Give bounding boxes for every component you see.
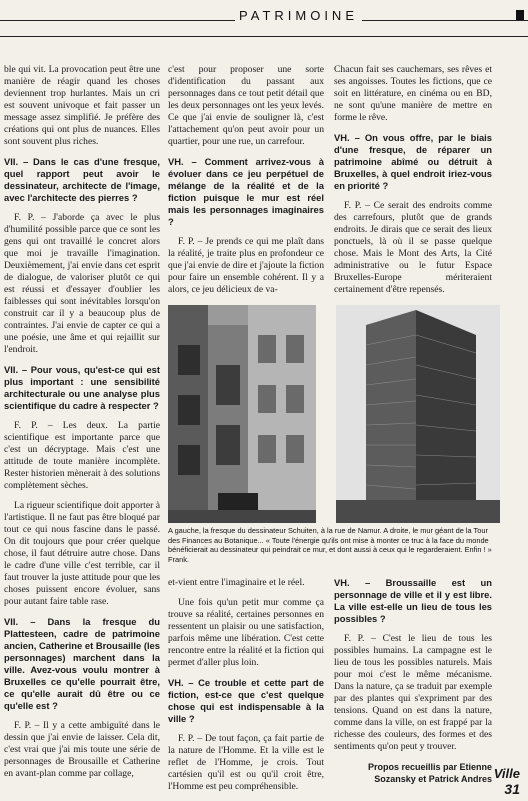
column-middle-top: [168, 64, 324, 304]
paragraph: c'est pour proposer une sorte d'identification du passant aux personnages dans ce tout petit détail que les deux personnages ont les yeux levés. Ce que j'ai envie de souligner là, c'est l'attachement qu'on peut avoir pour un quartier, pour une rue, un carrefour.: [168, 64, 324, 147]
question: VII. – Dans la fresque du Plattesteen, cadre de patrimoine ancien, Catherine et Brousaille (les personnages) marchent dans la ville. Avez-vous voulu montrer à Bruxelles ce qu'elle pourrait être, ce qu'elle aurait dû être ou ce qu'elle est ?: [4, 616, 160, 711]
page-folio: [494, 766, 520, 797]
column-right-top: [334, 64, 492, 304]
question: VH. – Broussaille est un personnage de ville et il y est libre. La ville est-elle un lieu de tous les possibles ?: [334, 577, 492, 624]
paragraph: et-vient entre l'imaginaire et le réel.: [168, 577, 305, 588]
paragraph: Une fois qu'un petit mur comme ça trouve sa réalité, certaines personnes en ressentent un plaisir ou une satisfaction, parfois même une libération. C'est cette rencontre entre la réalité et la fiction qui permet d'aller plus loin.: [168, 597, 324, 668]
answer: F. P. – Je prends ce qui me plaît dans la réalité, je traite plus en profondeur ce que j'ai envie de dire et j'ajoute la fiction pour faire un ensemble cohérent. Il y a alors, ce jeu délicieux de va-: [168, 236, 324, 295]
answer: F. P. – Ce serait des endroits comme des carrefours, plutôt que de grands endroits. Je dirais que ce serait des lieux ponctuels, là où il se passe quelque chose. Mais le Mont des Arts, la Cité administrative ou le futur Espace Bruxelles-Europe mériteraient certainement d'être repensés.: [334, 200, 492, 295]
question: VII. – Dans le cas d'une fresque, quel rapport peut avoir le dessinateur, architecte de l'image, avec l'architecte des pierres ?: [4, 156, 160, 203]
photo-caption: A gauche, la fresque du dessinateur Schuiten, à la rue de Namur. A droite, le mur géant de la Tour des Finances au Botanique... « Toute l'énergie qu'ils ont mise à monter ce truc à la face du monde bénéficierait au dessinateur qui peindrait ce mur, et dont aussi à ceux qui le regarderaient. Enfin ! » Frank.: [168, 526, 492, 564]
photo-fresque-schuiten: [168, 305, 316, 523]
photo-tower-drawing: [336, 305, 500, 523]
page-header: [0, 0, 528, 37]
section-title: PATRIMOINE: [235, 8, 362, 23]
paragraph: La rigueur scientifique doit apporter à l'artistique. Il ne faut pas être bloqué par tout ce qui nous fascine dans le passé. On dit toujours que pour créer quelque chose, il faut détruire autre chose. Dans le cadre d'une ville c'est terrible, car il faut trouver la juste attitude pour que les choses puissent encore évoluer, sans pour autant faire table rase.: [4, 500, 160, 607]
paragraph: ble qui vit. La provocation peut être une manière de réagir quand les choses deviennent trop hurlantes. Mais un cri est souvent univoque et fait passer un message assez simplifié. Je préfère des créations qui ont plus de nuances. Elles sont souvent plus riches.: [4, 64, 160, 147]
answer: F. P. – Les deux. La partie scientifique est importante parce que c'est un décryptage. Mais c'est une attitude de toute manière incomplète. Rester historien mènerait à des solutions complètement sèches.: [4, 420, 160, 491]
answer: F. P. – C'est le lieu de tous les possibles humains. La campagne est le lieu de tous les possibles naturels. Mais pour moi c'est le même mécanisme. Dans la nature, ça se traduit par exemple par des plantes qui s'expriment par des tensions. Quand on est dans la nature, comme dans la ville, on est frappé par la richesse des couleurs, des formes et des sentiments qu'on peut y trouver.: [334, 633, 492, 752]
header-mark: [516, 10, 524, 20]
column-right-bottom: [334, 577, 492, 793]
answer: F. P. – J'aborde ça avec le plus d'humilité possible parce que ce sont les gens qui ont travaillé le concret alors que moi je travaille l'imagination. Deuxièmement, j'ai envie dans cet esprit de dialogue, de valoriser plutôt ce qui est réussi et d'essayer d'oublier les faiblesses qui sont inévitables lorsqu'on construit car il y a beaucoup plus de contraintes. J'ai envie de capter ce qui a une poésie, une âme et qui rejaillit sur l'endroit.: [4, 212, 160, 355]
paragraph: Chacun fait ses cauchemars, ses rêves et ses angoisses. Toutes les fictions, que ce soit en littérature, en cinéma ou en BD, ne sont qu'une manière de mettre en forme le rêve.: [334, 64, 492, 123]
column-left: [4, 64, 160, 788]
byline: Propos recueillis par Etienne Sozansky et Patrick Andres: [367, 762, 492, 784]
question: VH. – Ce trouble et cette part de fiction, est-ce que c'est quelque chose qui est indispensable à la ville ?: [168, 677, 324, 724]
question: VH. – Comment arrivez-vous à évoluer dans ce jeu perpétuel de mélange de la réalité et de la fiction puisque le mur est réel mais les personnages imaginaires ?: [168, 156, 324, 227]
column-middle-bottom: [168, 577, 324, 801]
photo-tour-des-finances: [336, 305, 500, 523]
magazine-logo: Ville: [493, 766, 520, 781]
answer: F. P. – De tout façon, ça fait partie de la nature de l'Homme. Et la ville est le reflet de l'Homme, je crois. Tout cartésien qu'il est ou qu'il croit être, l'Homme est peu compréhensible.: [168, 733, 324, 792]
answer: F. P. – Il y a cette ambiguïté dans le dessin que j'ai envie de laisser. Cela dit, c'est vrai que j'ai mis toute une série de personnages de Brousaille et Catherine en avant-plan comme par collage,: [4, 720, 160, 779]
photo-fresque-drawing: [168, 305, 316, 523]
page-number: 31: [504, 781, 520, 797]
question: VH. – On vous offre, par le biais d'une fresque, de réparer un patrimoine abîmé ou détruit à Bruxelles, à quel endroit iriez-vous en priorité ?: [334, 132, 492, 191]
question: VII. – Pour vous, qu'est-ce qui est plus important : une sensibilité architecturale ou une analyse plus scientifique du cadre à respecter ?: [4, 364, 160, 411]
